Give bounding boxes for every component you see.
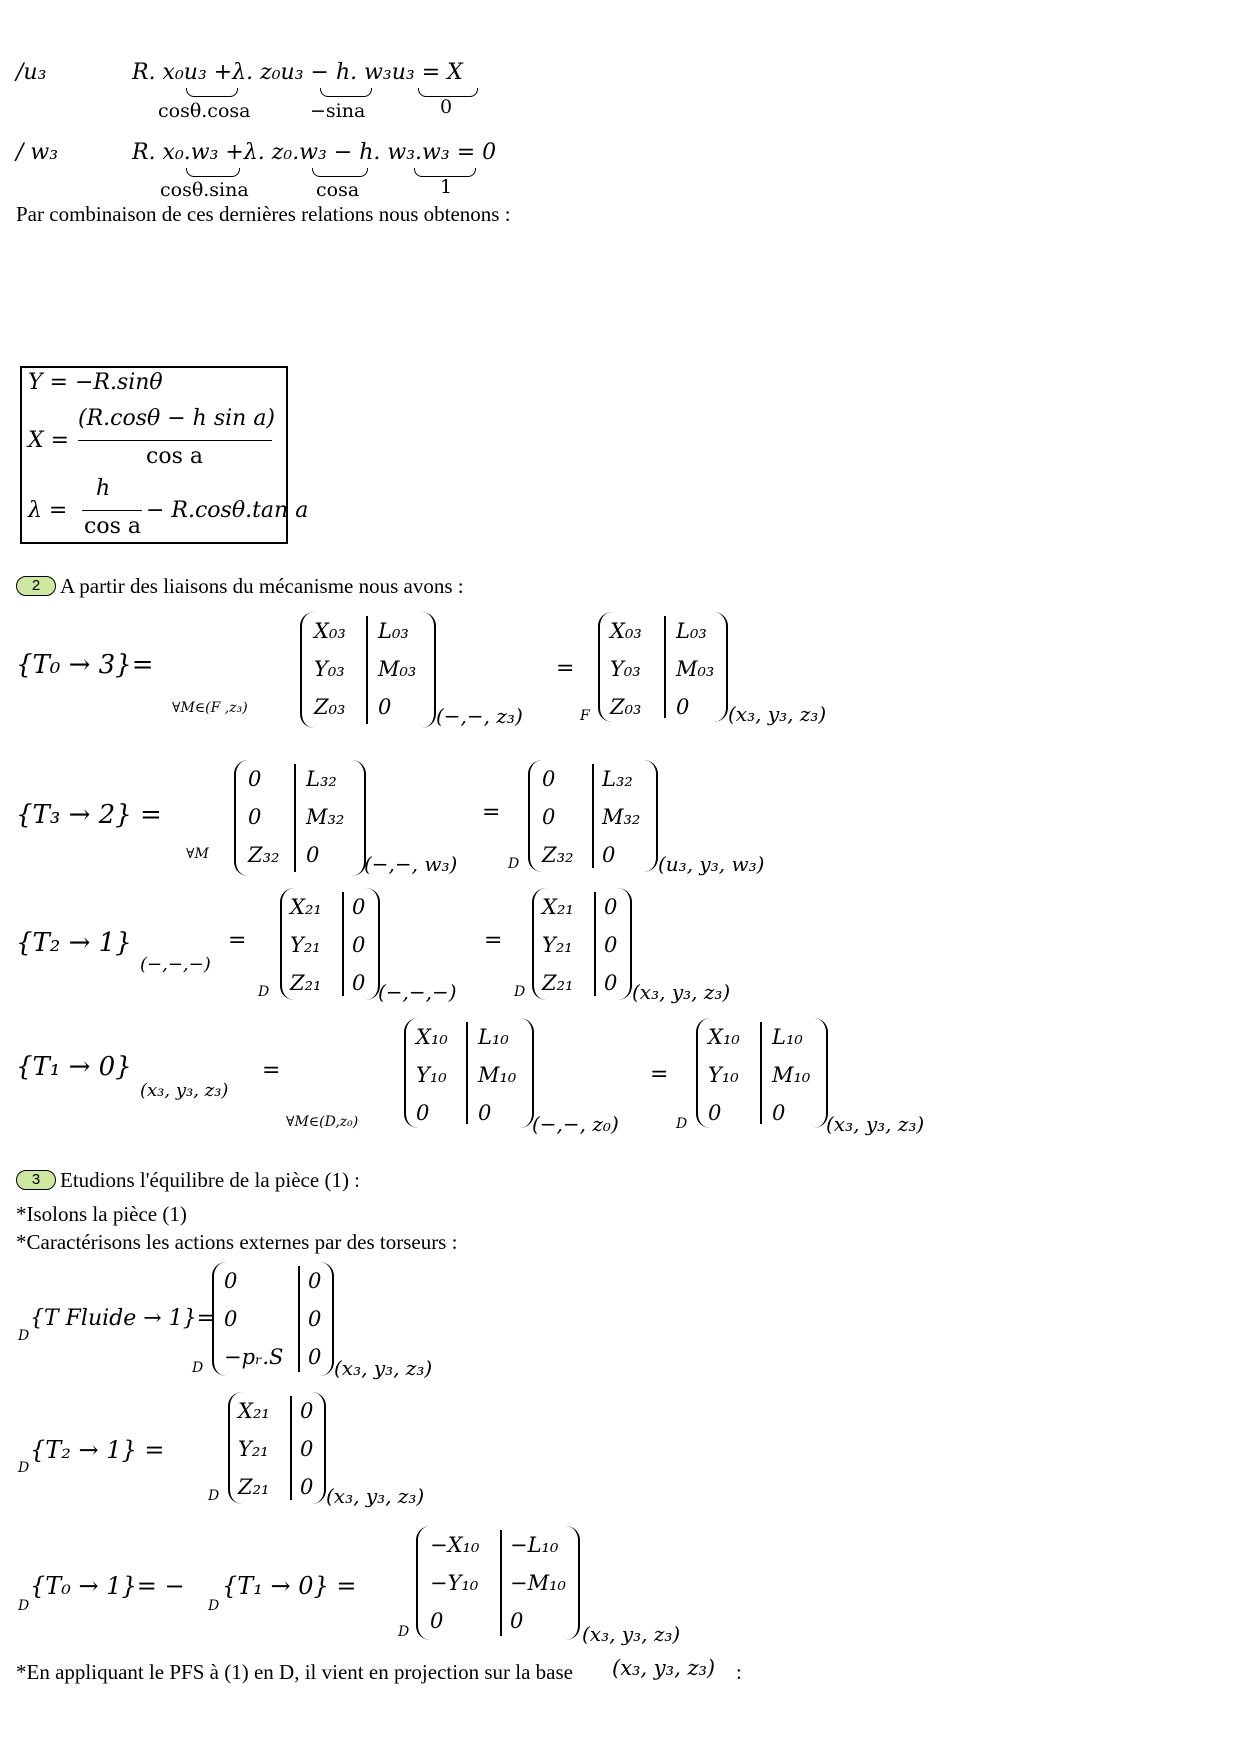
torsor-column-moments: −L₁₀ −M₁₀ 0: [510, 1533, 566, 1633]
result-y: Y = −R.sinθ: [28, 370, 163, 395]
equals-sign: =: [650, 1062, 669, 1087]
torsor-matrix: [528, 760, 658, 872]
equals-sign: =: [228, 928, 247, 953]
torsor-divider: [294, 764, 296, 872]
pfs-colon: :: [736, 1660, 742, 1684]
torsor-divider: [594, 892, 596, 996]
torsor-lhs: {T Fluide → 1}=: [30, 1306, 216, 1331]
torsor-base: (−,−, z₀): [532, 1112, 619, 1136]
combination-text: Par combinaison de ces dernières relations nous obtenons :: [16, 202, 511, 226]
torsor-divider: [592, 764, 594, 868]
torsor-column-forces: X₀₃ Y₀₃ Z₀₃: [314, 619, 346, 719]
isolate-text: *Isolons la pièce (1): [16, 1202, 187, 1226]
equals-sign: =: [556, 656, 575, 681]
torsor-point: D: [398, 1624, 410, 1640]
torsor-divider: [366, 616, 368, 724]
torsor-point: D: [208, 1598, 220, 1614]
torsor-point: D: [258, 984, 270, 1000]
section-badge-2: 2: [16, 576, 56, 596]
torsor-column-moments: 0 0 0: [308, 1269, 322, 1369]
torsor-base: (x₃, y₃, z₃): [326, 1484, 425, 1508]
torsor-point: ∀M∈(D,z₀): [286, 1114, 359, 1130]
torsor-column-forces: X₀₃ Y₀₃ Z₀₃: [610, 619, 642, 719]
torsor-column-forces: X₂₁ Y₂₁ Z₂₁: [238, 1399, 270, 1499]
underbrace: [186, 168, 240, 177]
torsor-column-forces: −X₁₀ −Y₁₀ 0: [430, 1533, 480, 1633]
result-x-lhs: X =: [28, 428, 70, 453]
eq-u3-under-3: 0: [440, 96, 453, 118]
torsor-lhs: {T₂ → 1} =: [30, 1436, 165, 1464]
torsor-base: (x₃, y₃, z₃): [826, 1112, 925, 1136]
characterize-text: *Caractérisons les actions externes par des torseurs :: [16, 1230, 458, 1254]
torsor-column-moments: 0 0 0: [604, 895, 618, 995]
torsor-lhs-base: (−,−,−): [140, 954, 211, 975]
result-lambda-lhs: λ =: [28, 498, 68, 523]
torsor-column-forces: X₁₀ Y₁₀ 0: [416, 1025, 448, 1125]
torsor-lhs: {T₂ → 1}: [16, 928, 132, 958]
fraction-bar: [82, 510, 142, 511]
underbrace: [320, 88, 372, 97]
equals-sign: =: [262, 1058, 281, 1083]
eq-w3-label: / w₃: [16, 140, 59, 165]
eq-w3-under-1: cosθ.sina: [160, 179, 249, 201]
torsor-column-moments: 0 0 0: [352, 895, 366, 995]
torsor-point: D: [208, 1488, 220, 1504]
torsor-point: D: [508, 856, 520, 872]
equals-sign: =: [484, 928, 503, 953]
result-lambda-rest: − R.cosθ.tan a: [146, 498, 309, 523]
torsor-base: (−,−, w₃): [364, 852, 458, 876]
torsor-column-moments: 0 0 0: [300, 1399, 314, 1499]
torsor-divider: [760, 1022, 762, 1124]
fraction-bar: [78, 440, 272, 441]
eq-u3-body: R. x₀u₃ +λ. z₀u₃ − h. w₃u₃ = X: [132, 60, 463, 85]
torsor-matrix: [598, 612, 728, 722]
torsor-point: D: [192, 1360, 204, 1376]
torsor-divider: [290, 1396, 292, 1500]
eq-w3-under-2: cosa: [316, 179, 360, 201]
torsor-matrix: [300, 612, 436, 728]
torsor-matrix: [280, 888, 380, 1000]
torsor-column-moments: L₃₂ M₃₂ 0: [602, 767, 641, 867]
torsor-column-moments: L₀₃ M₀₃ 0: [378, 619, 417, 719]
result-lambda-denominator: cos a: [84, 514, 141, 539]
torsor-matrix: [404, 1018, 534, 1128]
torsor-point: D: [676, 1116, 688, 1132]
torsor-matrix: [532, 888, 632, 1000]
torsor-lhs: {T₁ → 0}: [16, 1052, 132, 1082]
torsor-column-moments: L₃₂ M₃₂ 0: [306, 767, 345, 867]
pfs-base: (x₃, y₃, z₃): [612, 1656, 716, 1680]
torsor-column-moments: L₁₀ M₁₀ 0: [478, 1025, 517, 1125]
torsor-column-forces: X₂₁ Y₂₁ Z₂₁: [542, 895, 574, 995]
torsor-base: (x₃, y₃, z₃): [632, 980, 731, 1004]
torsor-base: (x₃, y₃, z₃): [334, 1356, 433, 1380]
section2-text: A partir des liaisons du mécanisme nous avons :: [60, 574, 464, 598]
eq-u3-under-1: cosθ.cosa: [158, 100, 251, 122]
result-lambda-numerator: h: [96, 476, 111, 501]
torsor-point: D: [18, 1460, 30, 1476]
torsor-point: D: [18, 1598, 30, 1614]
torsor-lhs: {T₀ → 3}=: [16, 650, 154, 680]
torsor-lhs: {T₀ → 1}= −: [30, 1572, 185, 1600]
torsor-lhs: {T₃ → 2} =: [16, 800, 162, 830]
torsor-column-forces: X₂₁ Y₂₁ Z₂₁: [290, 895, 322, 995]
section-badge-3: 3: [16, 1170, 56, 1190]
torsor-matrix: [696, 1018, 828, 1128]
torsor-divider: [500, 1530, 502, 1636]
eq-w3-under-3: 1: [440, 176, 453, 198]
torsor-lhs-base: (x₃, y₃, z₃): [140, 1080, 229, 1101]
torsor-base: (x₃, y₃, z₃): [582, 1622, 681, 1646]
torsor-base: (−,−, z₃): [436, 704, 523, 728]
torsor-column-forces: X₁₀ Y₁₀ 0: [708, 1025, 740, 1125]
torsor-base: (−,−,−): [378, 980, 457, 1004]
result-box: [20, 366, 309, 544]
torsor-matrix: [228, 1392, 326, 1504]
torsor-divider: [342, 892, 344, 996]
eq-w3-body: R. x₀.w₃ +λ. z₀.w₃ − h. w₃.w₃ = 0: [132, 140, 497, 165]
torsor-divider: [298, 1266, 300, 1372]
torsor-column-forces: 0 0 −pᵣ.S: [224, 1269, 284, 1369]
section3-text: Etudions l'équilibre de la pièce (1) :: [60, 1168, 361, 1192]
underbrace: [312, 168, 368, 177]
torsor-matrix: [416, 1526, 580, 1640]
torsor-base: (u₃, y₃, w₃): [658, 852, 765, 876]
result-x-numerator: (R.cosθ − h sin a): [78, 406, 276, 431]
torsor-lhs: {T₁ → 0} =: [222, 1572, 357, 1600]
torsor-matrix: [234, 760, 366, 876]
torsor-divider: [466, 1022, 468, 1124]
torsor-point: ∀M∈(F ,z₃): [172, 700, 248, 716]
torsor-column-forces: 0 0 Z₃₂: [248, 767, 280, 867]
torsor-matrix: [212, 1262, 334, 1376]
torsor-column-forces: 0 0 Z₃₂: [542, 767, 574, 867]
eq-u3-under-2: −sina: [310, 100, 366, 122]
equals-sign: =: [482, 800, 501, 825]
torsor-base: (x₃, y₃, z₃): [728, 702, 827, 726]
torsor-column-moments: L₀₃ M₀₃ 0: [676, 619, 715, 719]
torsor-point: F: [580, 708, 590, 724]
torsor-divider: [664, 616, 666, 718]
torsor-point: ∀M: [186, 846, 209, 862]
result-x-denominator: cos a: [146, 444, 203, 469]
underbrace: [186, 88, 238, 97]
torsor-column-moments: L₁₀ M₁₀ 0: [772, 1025, 811, 1125]
torsor-point: D: [514, 984, 526, 1000]
torsor-point: D: [18, 1328, 30, 1344]
pfs-text: *En appliquant le PFS à (1) en D, il vient en projection sur la base: [16, 1660, 573, 1684]
eq-u3-label: /u₃: [16, 60, 47, 85]
